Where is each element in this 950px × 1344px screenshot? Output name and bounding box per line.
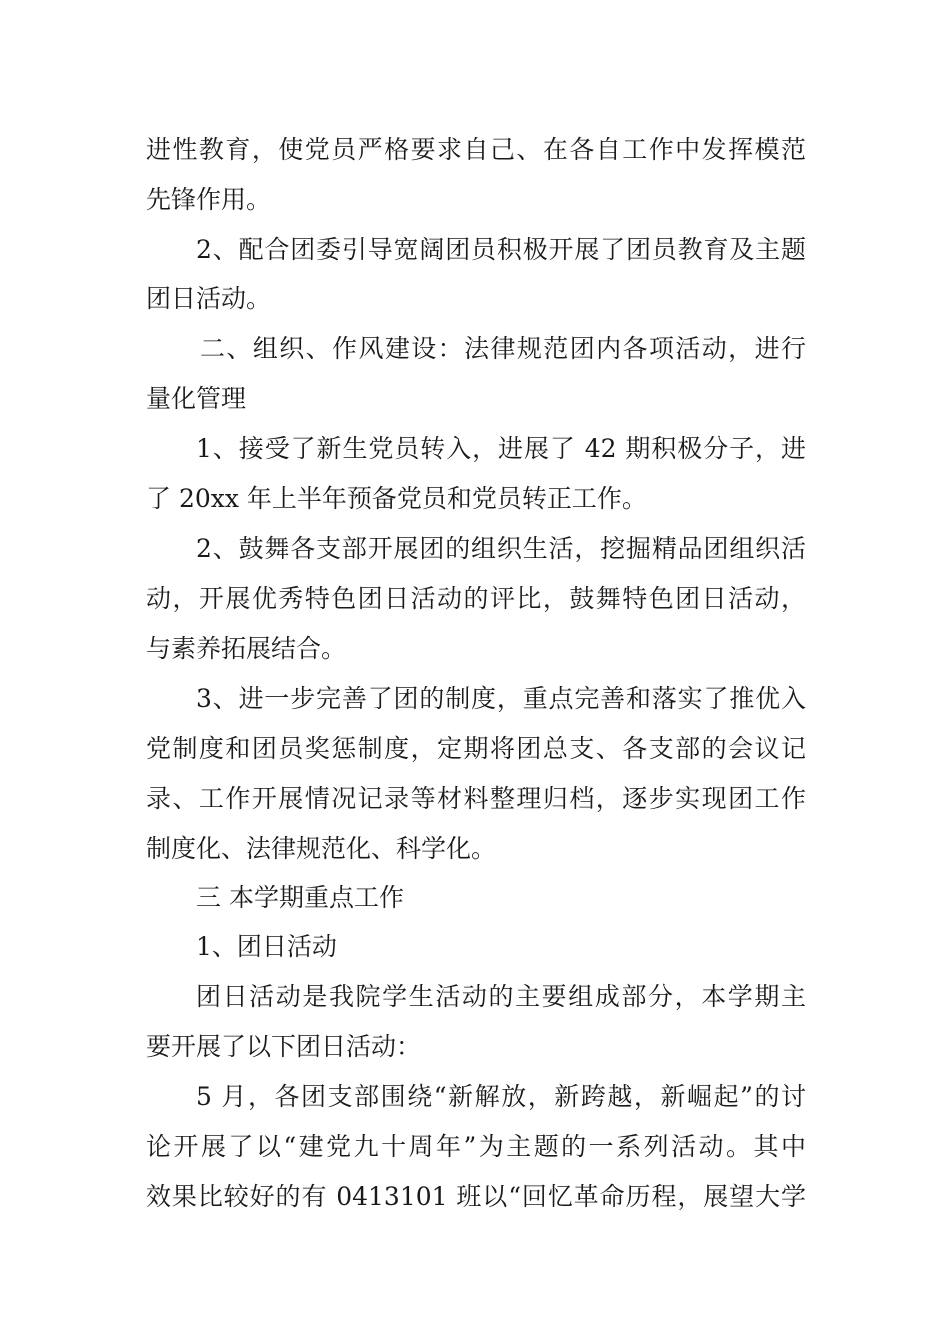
section-heading: 三 本学期重点工作 (196, 883, 404, 912)
text-line: 了 20xx 年上半年预备党员和党员转正工作。 (146, 484, 647, 513)
text-line: 2、配合团委引导宽阔团员积极开展了团员教育及主题 (196, 235, 806, 264)
section-heading: 二、组织、作风建设：法律规范团内各项活动，进行 (200, 334, 806, 363)
text-line: 团日活动。 (146, 284, 272, 313)
text-line: 论开展了以“建党九十周年”为主题的一系列活动。其中 (146, 1132, 806, 1161)
section-heading-continued: 量化管理 (146, 384, 247, 413)
text-line: 3、进一步完善了团的制度，重点完善和落实了推优入 (196, 684, 806, 713)
text-line: 制度化、法律规范化、科学化。 (146, 834, 497, 863)
text-line: 动，开展优秀特色团日活动的评比，鼓舞特色团日活动， (146, 584, 806, 613)
text-line: 党制度和团员奖惩制度，定期将团总支、各支部的会议记 (146, 734, 806, 763)
text-line: 效果比较好的有 0413101 班以“回忆革命历程，展望大学 (146, 1182, 806, 1211)
text-line: 进性教育，使党员严格要求自己、在各自工作中发挥模范 (146, 135, 806, 164)
subsection-heading: 1、团日活动 (196, 932, 337, 961)
text-line: 1、接受了新生党员转入，进展了 42 期积极分子，进 (196, 434, 806, 463)
text-line: 要开展了以下团日活动： (146, 1032, 422, 1061)
text-line: 2、鼓舞各支部开展团的组织生活，挖掘精品团组织活 (196, 534, 806, 563)
text-line: 录、工作开展情况记录等材料整理归档，逐步实现团工作 (146, 784, 806, 813)
text-line: 与素养拓展结合。 (146, 634, 347, 663)
text-line: 团日活动是我院学生活动的主要组成部分，本学期主 (196, 982, 806, 1011)
text-line: 先锋作用。 (146, 185, 272, 214)
text-line: 5 月，各团支部围绕“新解放，新跨越，新崛起”的讨 (196, 1082, 806, 1111)
